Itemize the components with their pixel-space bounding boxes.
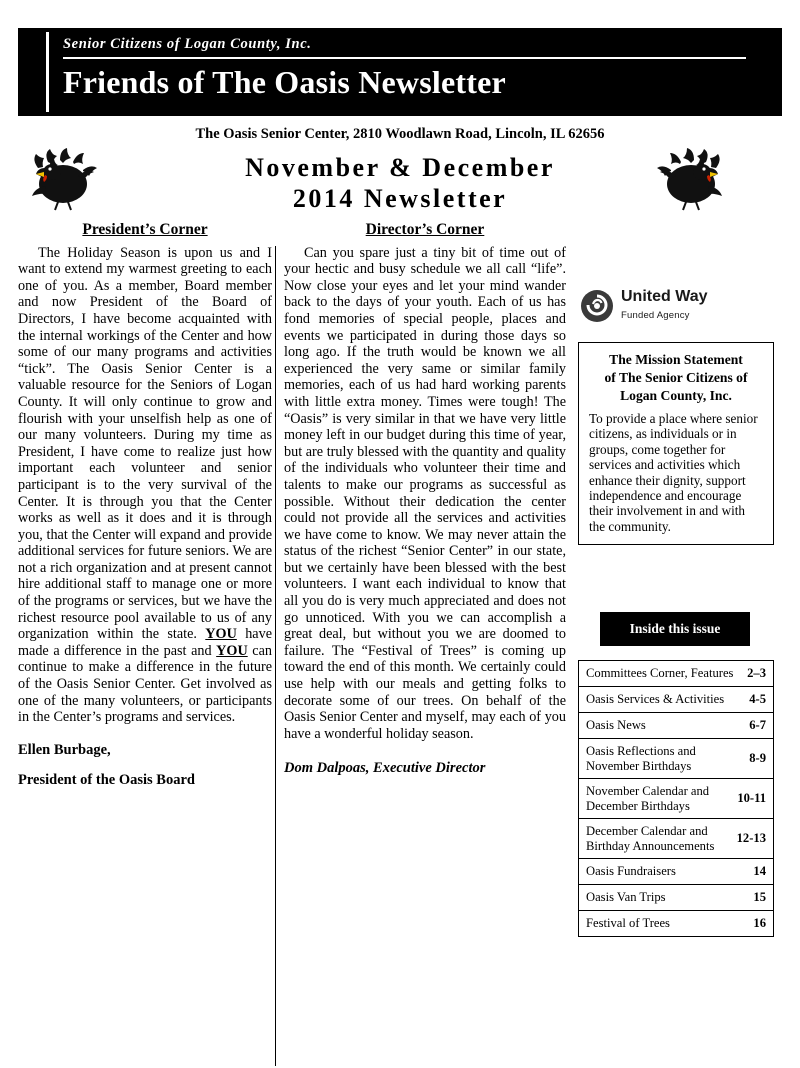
masthead xyxy=(18,28,782,116)
mission-title-line-1: The Mission Statement xyxy=(609,352,743,367)
toc-pages: 8-9 xyxy=(749,751,766,765)
united-way-logo xyxy=(580,286,770,326)
turkey-icon xyxy=(650,148,726,212)
toc-pages: 2–3 xyxy=(747,666,766,680)
toc-label: Oasis Van Trips xyxy=(586,890,666,905)
mission-statement-title xyxy=(589,351,763,405)
united-way-hand-rainbow-icon xyxy=(580,289,614,323)
toc-pages: 6-7 xyxy=(749,718,766,732)
toc-label: Oasis Fundraisers xyxy=(586,864,676,879)
toc-label: Oasis News xyxy=(586,718,646,733)
presidents-corner-emphasis-2: YOU xyxy=(216,642,248,659)
presidents-corner-column xyxy=(18,222,272,789)
president-signature-name: Ellen Burbage, xyxy=(18,741,111,758)
toc-pages: 14 xyxy=(753,864,766,878)
organization-line: Senior Citizens of Logan County, Inc. xyxy=(63,36,312,52)
presidents-corner-body-part-2: have made a difference in the past and xyxy=(18,626,272,659)
issue-date-line-1: November & December xyxy=(245,153,555,182)
mission-statement-box xyxy=(578,342,774,545)
president-signature-title: President of the Oasis Board xyxy=(18,772,195,789)
table-row xyxy=(579,739,773,779)
masthead-inner xyxy=(46,32,774,112)
presidents-corner-emphasis-1: YOU xyxy=(205,626,237,643)
mission-title-line-2: of The Senior Citizens of xyxy=(604,370,748,385)
presidents-corner-body-part-3: can continue to make a difference in the future of the Oasis Senior Center. Get involved as one of the many volunteers, or participants in the Center’s programs and services. xyxy=(18,642,272,726)
mission-title-line-3: Logan County, Inc. xyxy=(620,388,732,403)
issue-date xyxy=(150,152,650,214)
directors-corner-body: Can you spare just a tiny bit of time out of your hectic and busy schedule we all call “life”. Now close your eyes and let your mind wander back to the days of your youth. Each of us has fond memories of special people, places and events we participated in during those days so long ago. If the truth would be known we all experienced the very same or similar family memories, each of us had hard working parents with little extra money. Times were tough! The “Oasis” is very similar in that we have very little money left in our budget during this time of year, but are truly blessed with the quantity and quality of the individuals who volunteer their time and talents to make our programs as successful as possible. Without their dedication the center could not provide all the services and activities we have come to know. We may never attain the status of the richest “Senior Center” in our state, but we certainly have been blessed with the best volunteers. I want each individual to know that all you do is very much appreciated and does not go unnoticed. With you we can accomplish a great deal, but without you we are doomed to failure. The “Festival of Trees” is coming up toward the end of this month. We certainly could use help with our meals and getting folks to decorate some of our trees. On behalf of the Oasis Senior Center and myself, may each of you have a wonderful holiday season. xyxy=(284,244,566,742)
table-row xyxy=(579,661,773,687)
toc-label: Committees Corner, Features xyxy=(586,666,734,681)
united-way-text xyxy=(621,289,708,323)
table-row xyxy=(579,859,773,885)
column-divider xyxy=(275,246,276,1066)
toc-label: December Calendar and Birthday Announcements xyxy=(586,824,715,853)
mission-statement-body: To provide a place where senior citizens, as individuals or in groups, come together for services and activities which enhance their dignity, support independence and encourage their involvement in and with the community. xyxy=(589,411,758,534)
toc-pages: 12-13 xyxy=(736,831,766,845)
presidents-corner-body-part-1: The Holiday Season is upon us and I want to extend my warmest greeting to each one of you. As a member, Board member and now President of the Board of Directors, I have become acquainted with the internal workings of the Center and how some of our many programs and activities “tick”. The Oasis Senior Center is a valuable resource for the Seniors of Logan County. It will only continue to grow and flourish with your unselfish help as one of our many volunteers. During my time as President, I have come to realize just how important each volunteer and senior participant is to the very survival of the Center. It is through you that the Center works as well as it does and it is through you, that the Center will expand and provide additional services for future seniors. We are not a rich organization and at present cannot hire additional staff to manage one or more of the programs or services, but we have the richest resource pool available to us of any organization within the state. xyxy=(18,244,272,643)
toc-label: Oasis Reflections and November Birthdays xyxy=(586,744,696,773)
united-way-subtitle: Funded Agency xyxy=(621,310,690,321)
toc-pages: 10-11 xyxy=(737,791,766,805)
directors-corner-heading: Director’s Corner xyxy=(365,221,485,238)
director-signature: Dom Dalpoas, Executive Director xyxy=(284,760,486,777)
table-row xyxy=(579,687,773,713)
toc-label: Oasis Services & Activities xyxy=(586,692,725,707)
toc-label: Festival of Trees xyxy=(586,916,670,931)
toc-pages: 15 xyxy=(753,890,766,904)
newsletter-title: Friends of The Oasis Newsletter xyxy=(63,64,506,100)
masthead-divider xyxy=(63,57,746,59)
table-row xyxy=(579,713,773,739)
presidents-corner-body xyxy=(18,245,272,726)
inside-this-issue-banner: Inside this issue xyxy=(600,612,750,646)
issue-date-line-2: 2014 Newsletter xyxy=(292,184,508,213)
table-row xyxy=(579,911,773,936)
table-row xyxy=(579,885,773,911)
table-of-contents xyxy=(578,660,774,937)
turkey-icon xyxy=(28,148,104,212)
toc-pages: 16 xyxy=(753,916,766,930)
table-row xyxy=(579,779,773,819)
directors-corner-column xyxy=(284,222,566,777)
toc-pages: 4-5 xyxy=(749,692,766,706)
presidents-corner-heading: President’s Corner xyxy=(82,221,208,238)
united-way-name: United Way xyxy=(621,288,708,306)
center-address: The Oasis Senior Center, 2810 Woodlawn Road, Lincoln, IL 62656 xyxy=(195,126,605,142)
table-row xyxy=(579,819,773,859)
toc-label: November Calendar and December Birthdays xyxy=(586,784,710,813)
